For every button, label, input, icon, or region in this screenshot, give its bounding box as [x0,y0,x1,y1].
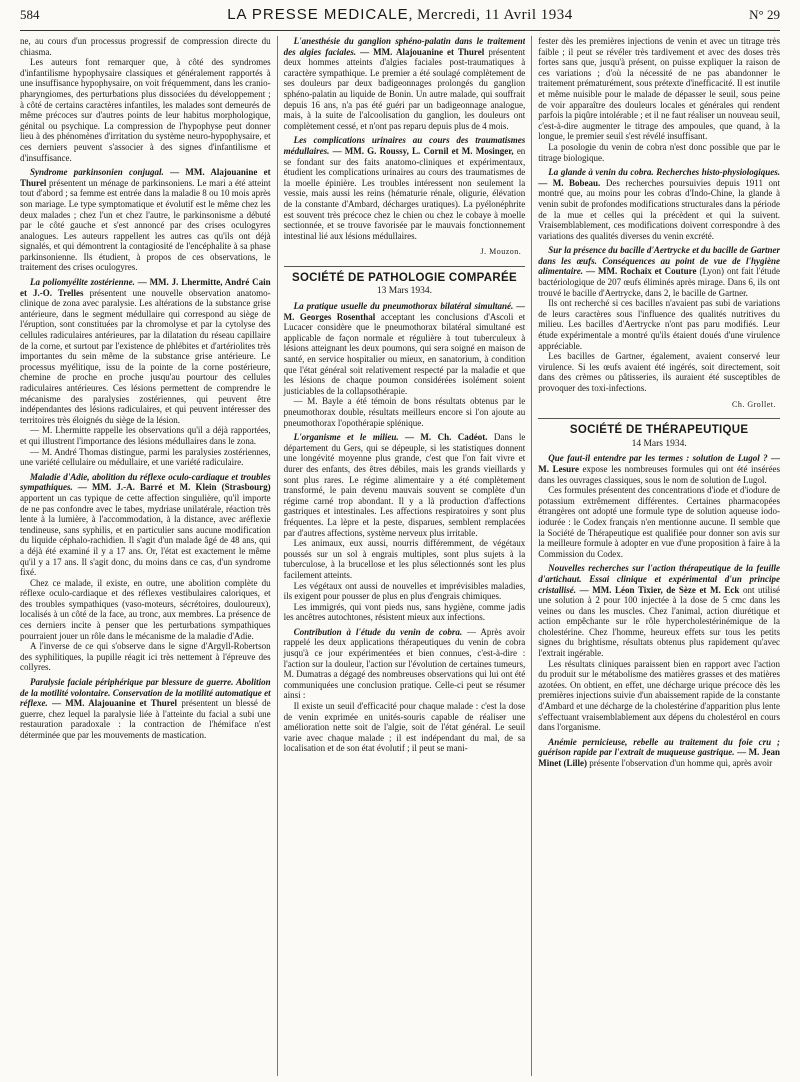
paragraph: — M. André Thomas distingue, parmi les paralysies zostériennes, une variété cellulaire ou médullaire, et une variété radiculaire. [20,446,271,468]
article-title: Nouvelles recherches sur l'action thérapeutique de la feuille d'artichaut. Essai clinique et expérimental d'un principe cristallisé. [538,563,780,595]
paragraph: Les bacilles de Gartner, également, avaient conservé leur virulence. Si les œufs avaient été ingérés, soit directement, soit dans des crèmes ou pâtisseries, ils auraient été susceptibles de provoquer des toxi-infections. [538,351,780,393]
paragraph: La posologie du venin de cobra n'est donc possible que par le titrage biologique. [538,141,780,163]
article-title: La glande à venin du cobra. Recherches histo-physiologiques. [548,167,780,178]
section-title: SOCIÉTÉ DE THÉRAPEUTIQUE [569,424,749,437]
article-text: Dans le département du Gers, qui se dépeuple, si les statistiques donnent une longévité moyenne plus grande, c'est que l'on fait vivre et durer des enfants, des êtres débiles, mais les grands vieillards y sont plus rares. Le régime alimentaire y a été complètement transformé, le pain devenu mauvais souvent se complète d'un régime carné trop abondant. Il y a là production d'affections gastriques et intestinales. Les affections respiratoires y sont plus fréquentes. La lèpre et la peste, disparues, semblent remplacées par d'autres affections, système nerveux plus irritable. [283,432,526,538]
article-authors: — M. Ch. Cadéot. [405,432,488,443]
article-title: Que faut-il entendre par les termes : solution de Lugol ? [548,453,768,464]
article-authors: — M. Bobeau. [538,177,601,188]
section-title: SOCIÉTÉ DE PATHOLOGIE COMPARÉE [291,271,517,284]
issue-date: , Mercredi, 11 Avril 1934 [408,7,573,23]
article-authors: — M. Georges Rosenthal [283,301,526,322]
article-text: présentent un ménage de parkinsoniens. Le mari a été atteint tout d'abord ; sa femme est entrée dans la maladie 8 ou 10 mois après son mariage. Le type symptomatique et évolutif est le même chez les deux malades ; chez l'un et chez l'autre, le parkinsonisme a débuté par le côté gauche et s'est annoncé par des crises oculogyres analogues. Les auteurs rappellent les autres cas qu'ils ont déjà signalés, et qui démontrent la contagiosité de l'encéphalite à sa phase parkinsonienne. Ils étudient, à propos de ces observations, le traitement des crises oculogyres. [20,177,271,273]
section-divider [284,266,526,267]
article-title: Sur la présence du bacille d'Aertrycke et du bacille de Gartner dans les œufs. Conséquences au point de vue de l'hygiène alimentaire. [538,245,780,277]
article-text: expose les nombreuses formules qui ont été insérées dans les ouvrages classiques, sous le nom de solution de Lugol. [538,463,780,485]
paragraph: A l'inverse de ce qui s'observe dans le signe d'Argyll-Robertson des syphilitiques, la pupille réagit ici très nettement à l'épreuve des collyres. [20,641,271,673]
article-title: Syndrome parkinsonien conjugal. [30,167,164,178]
issue-number: N° 29 [749,7,780,22]
section-date: 14 Mars 1934. [631,438,687,449]
article-authors: — MM. Léon Tixier, de Sèze et M. Eck [579,584,740,595]
article-poliomyelite [20,277,271,468]
article-title: La poliomyélite zostérienne. [30,277,135,288]
paragraph: Les résultats cliniques paraissent bien en rapport avec l'action du produit sur le métabolisme des matières grasses et des matières azotées. On obtient, en effet, une décharge urique précoce dès les premières injections suivie d'un abaissement rapide de la constante d'Ambard et une décharge de la cholestérine d'apparition plus lente s'effectuant vraisemblablement aux dépens du cholestérol en cours dans l'organisme. [538,658,780,733]
article-artichaut [538,563,780,733]
running-header [20,6,780,31]
article-authors: — MM. Alajouanine et Thurel [360,46,485,57]
paragraph: Les auteurs font remarquer que, à côté des syndromes d'infantilisme hypophysaire classiques et généralement rapportés à une insuffisance hypophysaire, on voit fréquemment, dans les cranio-pharyngiomes, des perturbations plus dissociées du développement ; à côté de certains caractères infantiles, les malades sont demeurés de même précoces sur d'autres points de leur habitus morphologique, génital ou psychique. La compression de l'hypophyse peut donner lieu à des phénomènes d'irritation du système neuro-hypophysaire, et ces derniers peuvent s'associer à des signes d'infantilisme et d'insuffisance. [20,57,271,163]
article-authors: — MM. Rochaix et Couture [586,266,697,277]
article-title: Contribution à l'étude du venin de cobra. [293,626,463,637]
article-text: — Après avoir rappelé les deux applications thérapeutiques du venin de cobra jusqu'à ce jour expérimentées et bien connues, c'est-à-dire : l'action sur la douleur, l'action sur l'évolution de certaines tumeurs, M. Dumatras a dégagé des nombreuses observations qui lui ont été communiquées une conclusion pratique. Celle-ci peut se résumer ainsi : [283,626,526,701]
article-text: présentent un blessé de guerre, chez lequel la paralysie liée à l'atteinte du facial a subi une restauration paradoxale : la contraction de l'hémiface n'est déterminée que par les mouvements de mastication. [20,698,271,740]
paragraph: Les animaux, eux aussi, nourris différemment, de végétaux poussés sur un sol à engrais multiples, sont plus sujets à la tuberculose, à la brucellose et les plus sélectionnés sont les plus facilement atteints. [283,538,526,580]
author-signature: J. Mouzon. [480,247,522,257]
article-authors: — MM. J. Lhermitte, André Cain et J.-O. Trelles [20,277,271,298]
article-title: Anémie pernicieuse, rebelle au traitement du foie cru ; guérison rapide par l'extrait de muqueuse gastrique. [538,736,780,758]
paragraph: Les végétaux ont aussi de nouvelles et imprévisibles maladies, ils exigent pour pousser de plus en plus d'engrais chimiques. [283,580,526,602]
section-divider [538,418,780,419]
column-1 [20,36,271,1076]
article-complications-urinaires [284,135,526,258]
article-text: présentent une nouvelle observation anatomo-clinique de zona avec paralysie. Les altérations de la substance grise antérieure, dans le segment médullaire qui correspond au siège de l'éruption, sont constituées par la chromolyse et par la cytolyse des cellules radiculaires antérieures, par la dilatation du réseau capillaire de la corne, et surtout par l'existence de phlébites et d'artériolites très importantes du sein même de la substance grise antérieure. Le processus myélitique, issu de la pointe de la corne postérieure, chemine de proche en proche jusqu'au pourtour des cellules radiculaires antérieures. Ces lésions permettent de comprendre le mécanisme des paralysies zostériennes, qui peuvent être indépendantes des lésions radiculaires, et qui peuvent intéresser des territoires très éloignés du siège de la lésion. [20,287,271,425]
article-title: Paralysie faciale périphérique par blessure de guerre. Abolition de la motilité volontaire. Conservation de la motilité automatique et réflexe. [20,677,271,709]
article-pneumothorax [284,301,526,428]
article-authors: — M. Jean Minet (Lille) [538,747,780,768]
paragraph: — M. Lhermitte rappelle les observations qu'il a déjà rapportées, et qui illustrent l'importance des lésions médullaires dans le zona. [20,425,271,446]
article-glande-venin [538,167,780,241]
article-organisme-milieu [284,432,526,623]
article-title: Les complications urinaires au cours des traumatismes médullaires. [283,135,526,156]
article-adie [20,472,271,673]
article-venin-cobra [284,627,526,754]
journal-title [80,6,720,24]
article-text: présente l'observation d'un homme qui, après avoir [589,758,773,768]
paragraph: Chez ce malade, il existe, en outre, une abolition complète du réflexe oculo-cardiaque et des réflexes vestibulaires caloriques, et des troubles sympathiques (vaso-moteurs, sécrétoires, douloureux), localisés à un côté de la face, au tronc, aux membres. La présence de ces derniers incite à penser que les perturbations sympathiques pourraient jouer un rôle dans le mécanisme de la maladie d'Adie. [20,577,271,641]
column-3 [531,36,780,1076]
article-anemie [538,737,780,769]
article-title: Maladie d'Adie, abolition du réflexe oculo-cardiaque et troubles sympathiques. [20,471,271,493]
paragraph: Ces formules présentent des concentrations d'iode et d'iodure de potassium extrêmement différentes. Certaines pharmacopées étrangères ont adopté une formule type de solution aqueuse iodo-iodurée : le Codex français n'en mentionne aucune. Il semble que la Société de Thérapeutique est qualifiée pour donner son avis sur la meilleure formule à adopter en vue d'une proposition à faire à la Commission du Codex. [538,485,780,559]
paragraph: fester dès les premières injections de venin et avec un titrage très faible ; il peut se révéler très tardivement et avec des doses très fortes sans que, jusqu'à présent, on puisse expliquer la raison de ces variations ; d'où la nécessité de ne pas abandonner le traitement prématurément, sous prétexte d'inefficacité. Il est inutile et même nuisible pour le malade de dépasser le seuil, sous peine de voir apparaître des douleurs locales et générales qui rendent parfois la piqûre intolérable ; et il ne faut réaliser un nouveau seuil, c'est-à-dire augmenter le titrage des ampoules, que quand, à la longue, le premier seuil s'est révélé insuffisant. [538,36,780,142]
text-columns [20,36,780,1076]
article-text: (Lyon) ont fait l'étude bactériologique de 207 œufs éliminés après mirage. Dans 6, ils ont trouvé le bacille d'Aertrycke, dans 2, le bacille de Gartner. [538,266,780,298]
article-parkinsonien [20,167,271,273]
section-date: 13 Mars 1934. [376,286,433,297]
author-signature: Ch. Grollet. [731,399,776,409]
column-2 [277,36,526,1076]
paragraph: Les immigrés, qui vont pieds nus, sans hygiène, comme jadis les ancêtres autochtones, résistent mieux aux infections. [283,601,526,623]
article-authors: — MM. Alajouanine et Thurel [20,167,271,188]
article-bacille-oeufs [538,245,780,410]
paragraph: Ils ont recherché si ces bacilles n'avaient pas subi de variations de leurs caractères sous l'influence des qualités nutritives du milieu. Les bacilles d'Aertrycke n'ont pas paru modifiés. Leur étude expérimentale a montré qu'ils étaient doués d'une virulence appréciable. [538,298,780,351]
article-authors: — MM. J.-A. Barré et M. Klein (Strasbourg) [77,482,271,493]
article-title: La pratique usuelle du pneumothorax bilatéral simultané. [293,301,514,312]
article-ganglion [284,36,526,131]
article-text: présentent deux hommes atteints d'algies faciales post-traumatiques à caractère sympathique. Le premier a été soulagé complètement de ses douleurs par deux badigeonnages prolongés du ganglion sphéno-palatin au liquide de Bonin. Un autre malade, qui souffrait depuis 16 ans, n'a pas été guéri par un badigeonnage analogue, mais, à la suite de l'alcoolisation du ganglion, les douleurs ont complètement cessé, et n'ont pas reparu depuis plus de 4 mois. [283,46,526,131]
article-text: ont utilisé une solution à 2 pour 100 injectée à la dose de 5 cmc dans les veines ou dans les muscles. Chez l'animal, action diurétique et action empêchante sur le rôle hypercholestérinémique de la cholestérine. Chez l'homme, heureux effets sur tous les petits signes du brightisme, résultats obtenus plus rapidement qu'avec l'extrait ingérable. [538,584,780,659]
article-text: Des recherches poursuivies depuis 1911 ont montré que, au moins pour les cobras d'Indo-Chine, la glande à venin subit de profondes modifications structurales dans la période de la mue et celles qui la précèdent et qui la suivent. Vraisemblablement, ces modifications doivent correspondre à des variations des qualités diverses du venin excrété. [538,177,780,241]
article-text: en se fondant sur des faits anatomo-cliniques et expérimentaux, étudient les complications urinaires au cours des traumatismes de la moelle épinière. Les troubles intéressent non seulement la vessie, mais aussi les reins (hématurie rénale, oligurie, élévation de la constante d'Ambard, décharges uratiques). La pyélonéphrite est souvent très précoce chez le chien ou chez le cobaye à moelle sectionnée, et se trouve favorisée par le mauvais fonctionnement intestinal lié aux lésions médullaires. [283,145,526,241]
page-number: 584 [20,7,40,22]
paragraph: ne, au cours d'un processus progressif de compression directe du chiasma. [20,36,271,57]
article-text: apportent un cas typique de cette affection singulière, qu'il importe de ne pas confondre avec le tabes, mydriase unilatérale, réaction très lente à la lumière, à l'accommodation, à la distance, avec aréflexie tendineuse, sans syphilis, et en particulier sans aucune modification du liquide céphalo-rachidien. Il s'agit d'un malade âgé de 48 ans, qui a déjà été examiné il y a 17 ans. Or, l'état est exactement le même qu'il y a 17 ans. Il s'agit donc, du moins dans ce cas, d'un syndrome fixé. [20,492,271,578]
article-authors: — MM. G. Roussy, L. Cornil et M. Mosinger, [332,145,514,156]
article-title: L'organisme et le milieu. [293,432,399,443]
journal-name: LA PRESSE MEDICALE [227,6,409,23]
article-authors: — MM. Alajouanine et Thurel [52,698,178,709]
article-authors: — M. Lesure [538,453,780,474]
paragraph: — M. Bayle a été témoin de bons résultats obtenus par le pneumothorax double, résultats meilleurs encore si l'on ajoute au pneumothorax l'opothérapie splénique. [283,396,526,428]
article-title: L'anesthésie du ganglion sphéno-palatin dans le traitement des algies faciales. [283,36,526,57]
article-paralysie-faciale [20,677,271,741]
paragraph: Il existe un seuil d'efficacité pour chaque malade : c'est la dose de venin exprimée en unités-souris capable de réaliser une amélioration nette soit de l'algie, soit de l'état général. Le seuil varie avec chaque malade ; il est indépendant du mal, de sa localisation et de son état évolutif ; il peut se mani- [283,701,526,754]
article-lugol [538,453,780,559]
article-text: acceptant les conclusions d'Ascoli et Lucacer considère que le pneumothorax bilatéral simultané est applicable de façon normale et régulière à tout tuberculeux à lésions atteignant les deux poumons, qui sera soigné en maison de santé, en service hospitalier ou mieux, en sanatorium, à condition que l'état général soit relativement respecté par la maladie et que les lésions de chaque poumon considérées isolément soient justiciables de la collapsothérapie. [283,311,526,396]
